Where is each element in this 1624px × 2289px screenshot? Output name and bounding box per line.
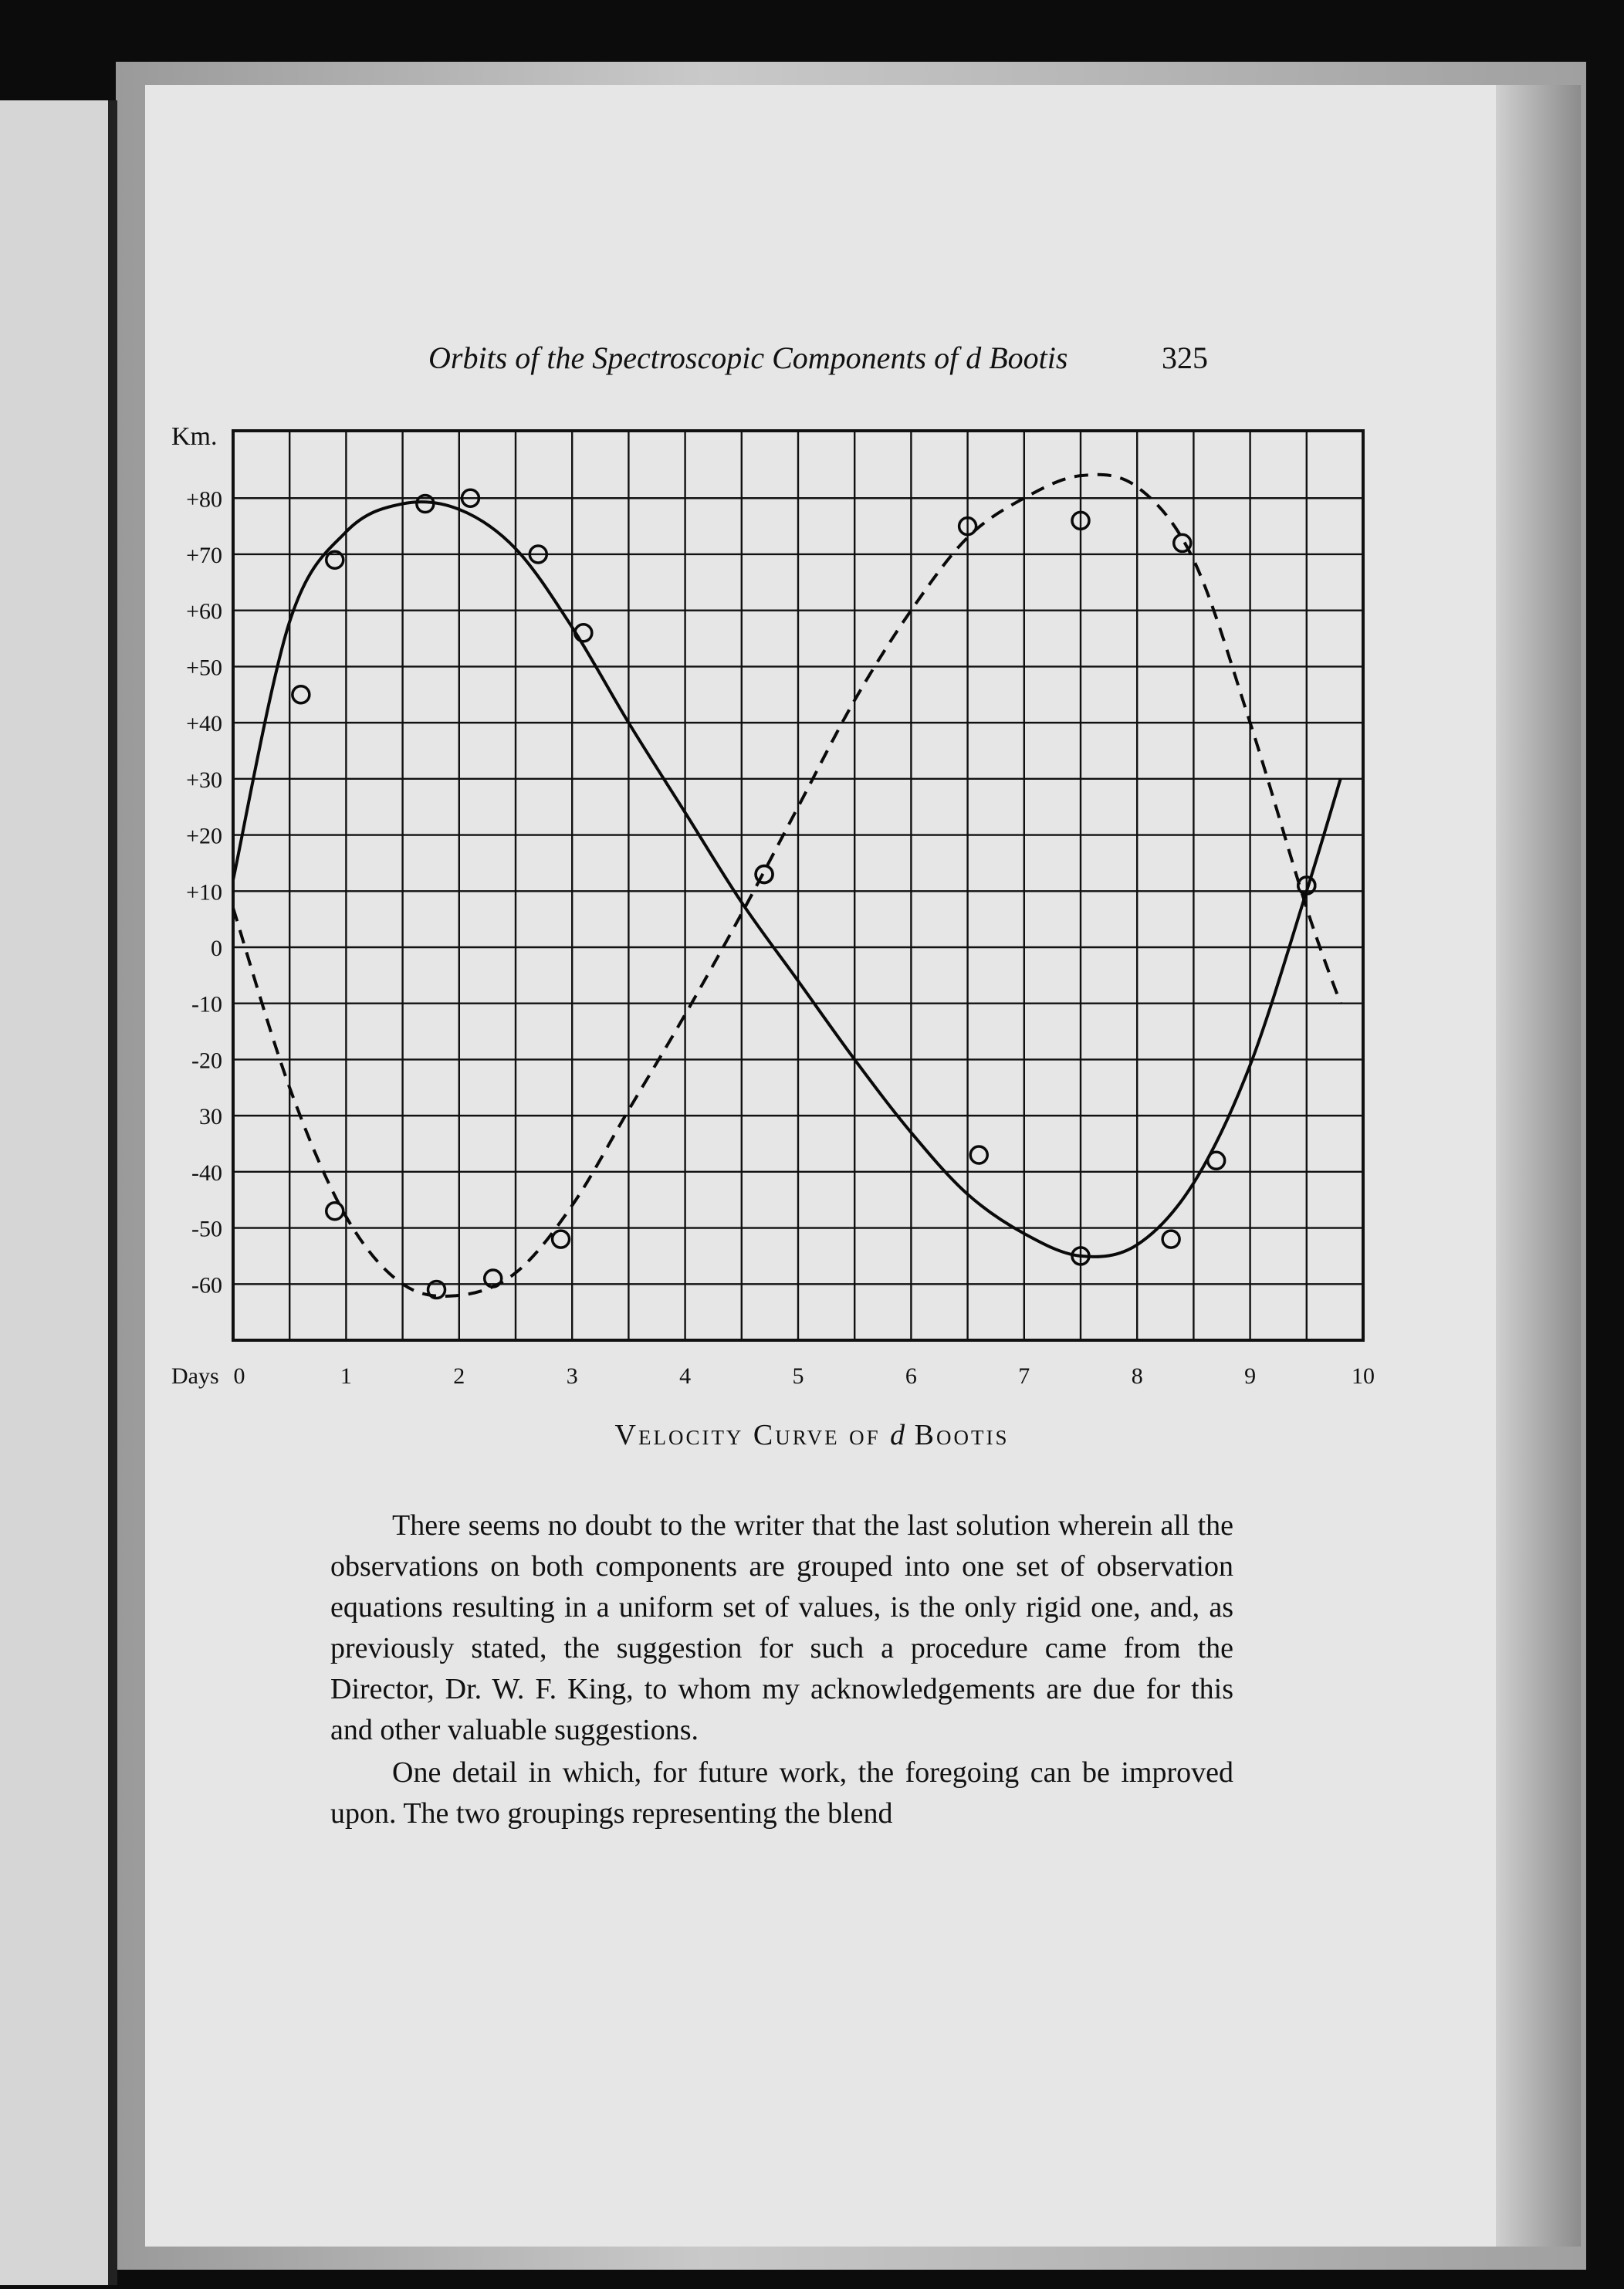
book-gutter bbox=[108, 100, 117, 2285]
velocity-chart bbox=[147, 417, 1413, 1390]
caption-italic: d bbox=[890, 1419, 905, 1451]
running-title: Orbits of the Spectroscopic Components of d Bootis bbox=[428, 340, 1068, 375]
x-tick-label: 8 bbox=[1131, 1363, 1143, 1389]
x-tick-label: 2 bbox=[453, 1363, 465, 1389]
x-tick-label: 9 bbox=[1244, 1363, 1257, 1389]
y-tick-label: +20 bbox=[186, 823, 222, 849]
y-tick-label: +10 bbox=[186, 879, 222, 906]
x-tick-label: 6 bbox=[905, 1363, 917, 1389]
caption-part1: Velocity Curve of bbox=[614, 1419, 881, 1451]
solid-velocity-curve bbox=[233, 502, 1341, 1257]
x-tick-label: 5 bbox=[792, 1363, 804, 1389]
observation-point bbox=[553, 1231, 570, 1248]
y-tick-label: +70 bbox=[186, 542, 222, 568]
x-tick-label: 1 bbox=[340, 1363, 352, 1389]
x-tick-label: 0 bbox=[233, 1363, 245, 1389]
paragraph-1: There seems no doubt to the writer that the last solution wherein all the observations on both components are grouped into one set of observation equations resulting in a uniform set of values, is the only rigid one, and, as previously stated, the suggestion for such a procedure came from the Director, Dr. W. F. King, to whom my acknowledgements are due for this and other valuable suggestions. bbox=[330, 1509, 1233, 1746]
x-tick-label: 7 bbox=[1018, 1363, 1030, 1389]
y-tick-label: +60 bbox=[186, 598, 222, 625]
y-axis-title: Km. bbox=[171, 422, 218, 451]
x-tick-label: 10 bbox=[1352, 1363, 1375, 1389]
facing-page-edge bbox=[0, 100, 114, 2285]
x-axis-title: Days bbox=[171, 1363, 219, 1389]
y-tick-label: +50 bbox=[186, 655, 222, 681]
velocity-chart-svg bbox=[147, 417, 1413, 1390]
y-tick-label: -60 bbox=[191, 1272, 222, 1299]
body-text bbox=[330, 1505, 1233, 1834]
observation-point bbox=[1174, 534, 1191, 551]
observation-point bbox=[970, 1146, 987, 1163]
x-tick-label: 3 bbox=[566, 1363, 578, 1389]
observation-point bbox=[326, 1203, 343, 1220]
observation-point bbox=[1208, 1152, 1225, 1169]
y-tick-label: -10 bbox=[191, 991, 222, 1018]
y-tick-label: +40 bbox=[186, 711, 222, 737]
y-tick-label: -50 bbox=[191, 1216, 222, 1242]
page-right-edge bbox=[1496, 85, 1581, 2247]
caption-part2: Bootis bbox=[914, 1419, 1010, 1451]
y-tick-label: 30 bbox=[199, 1104, 222, 1130]
y-tick-label: -20 bbox=[191, 1048, 222, 1074]
y-tick-label: +80 bbox=[186, 486, 222, 513]
dashed-velocity-curve bbox=[233, 475, 1341, 1296]
y-tick-label: -40 bbox=[191, 1160, 222, 1186]
y-tick-label: 0 bbox=[211, 935, 222, 961]
y-tick-label: +30 bbox=[186, 767, 222, 793]
page-number: 325 bbox=[1162, 340, 1208, 375]
observation-point bbox=[293, 686, 310, 703]
observation-point bbox=[756, 865, 773, 882]
observation-point bbox=[1162, 1231, 1179, 1248]
figure-caption bbox=[0, 1418, 1624, 1452]
paragraph-2: One detail in which, for future work, the foregoing can be improved upon. The two groupings representing the blend bbox=[330, 1756, 1233, 1830]
x-tick-label: 4 bbox=[679, 1363, 692, 1389]
